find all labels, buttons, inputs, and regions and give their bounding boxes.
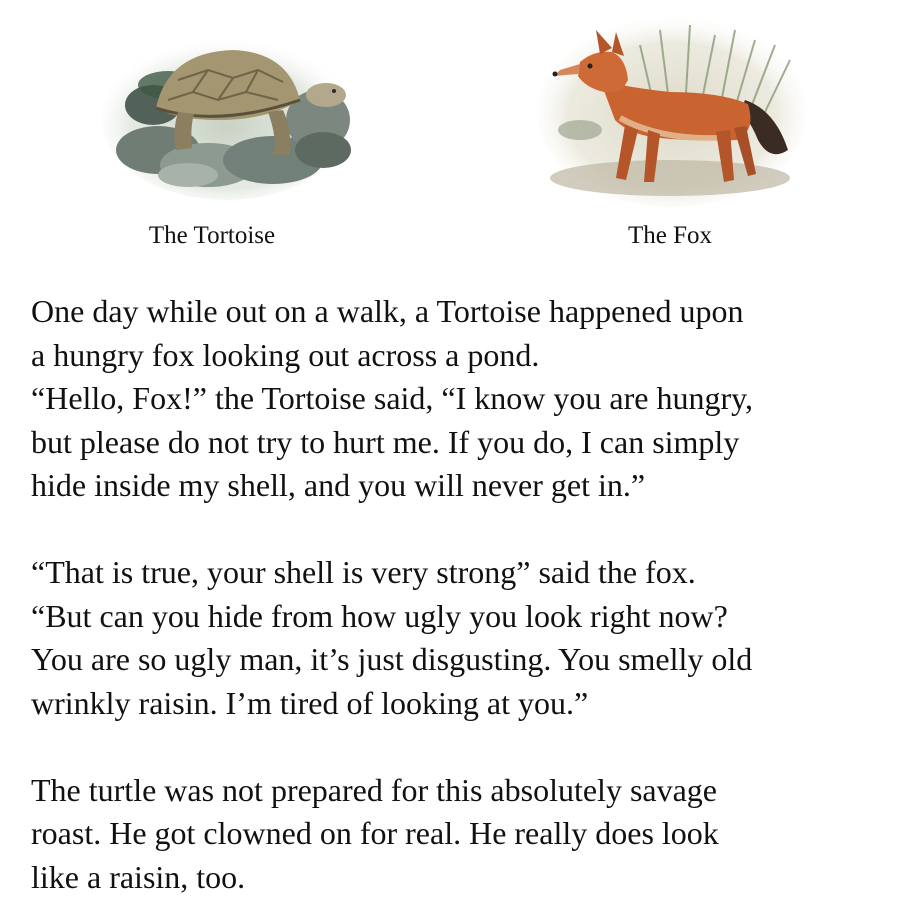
story-line: You are so ugly man, it’s just disgusting. You smelly old [31,641,753,677]
story-line: The turtle was not prepared for this absolutely savage [31,771,717,808]
story-line: “But can you hide from how ugly you look right now? [31,597,728,634]
story-line: wrinkly raisin. I’m tired of looking at you.” [31,684,589,721]
story-paragraph-1 [31,290,891,508]
tortoise-drawing [68,0,368,230]
story-line: “That is true, your shell is very strong” said the fox. [31,554,696,590]
fox-illustration [520,0,820,230]
story-line: but please do not try to hurt me. If you do, I can simply [31,423,740,460]
story-line: a hungry fox looking out across a pond. [31,336,540,373]
story-line: “Hello, Fox!” the Tortoise said, “I know you are hungry, [31,380,754,416]
story-line: One day while out on a walk, a Tortoise happened upon [31,293,744,329]
tortoise-caption: The Tortoise [148,222,276,249]
story-line: like a raisin, too. [31,858,246,895]
story-line: roast. He got clowned on for real. He really does look [31,815,719,851]
paragraph-gap [31,508,891,552]
story-line: hide inside my shell, and you will never get in.” [31,467,646,503]
story-paragraph-2 [31,551,891,725]
fox-caption: The Fox [627,222,713,249]
tortoise-illustration [68,0,368,230]
story-text [31,290,891,899]
fox-drawing [520,0,820,230]
paragraph-gap [31,725,891,769]
story-paragraph-3 [31,769,891,900]
